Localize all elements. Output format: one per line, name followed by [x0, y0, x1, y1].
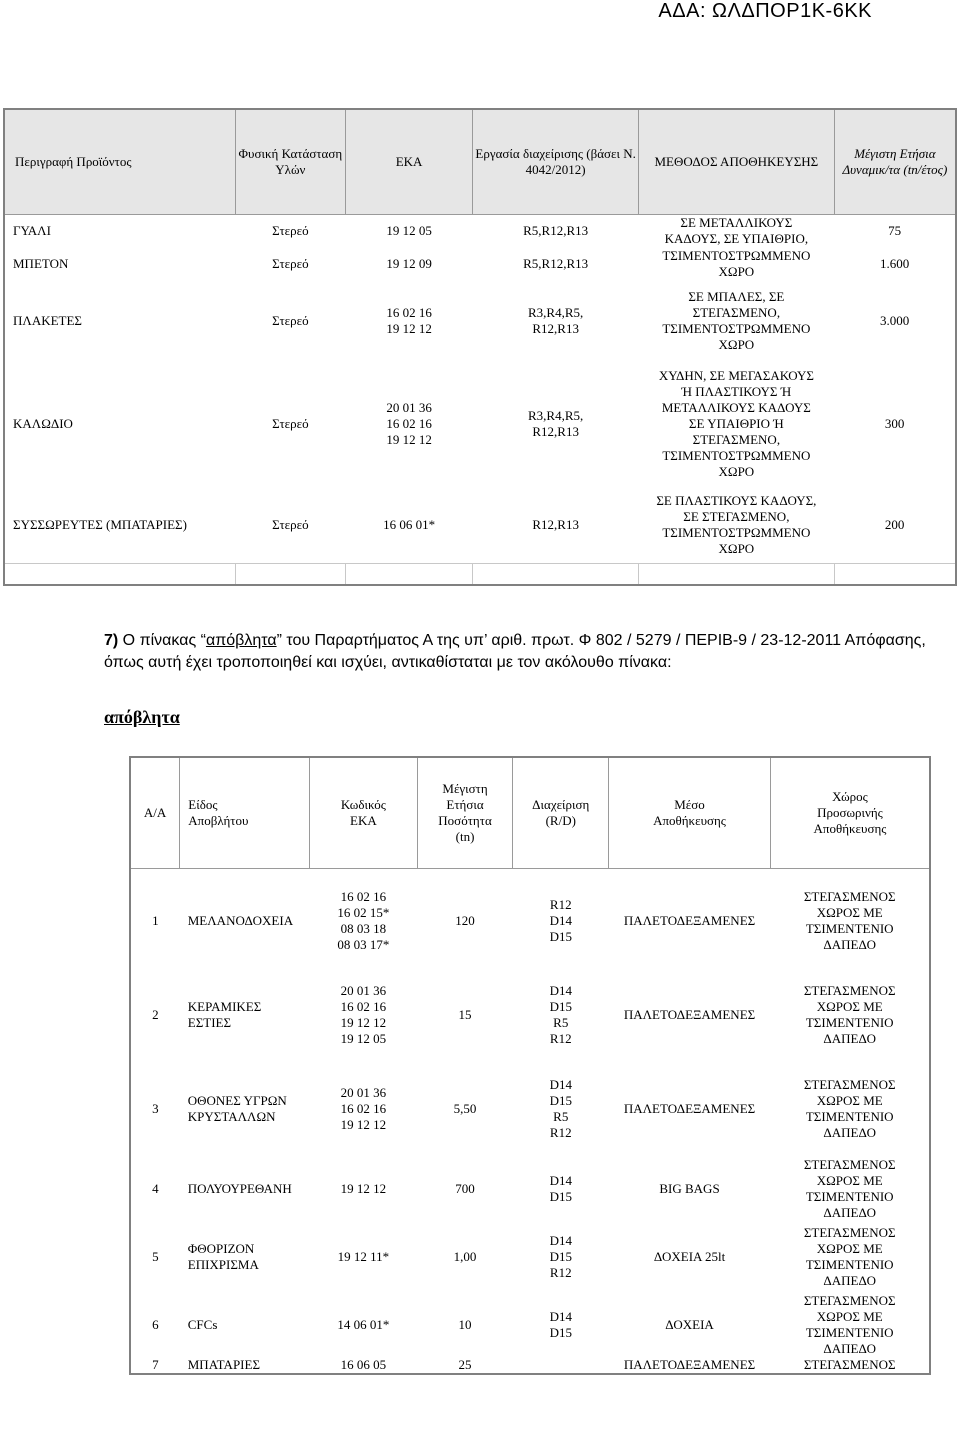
header-max-capacity: Μέγιστη Ετήσια Δυναμικ/τα (tn/έτος) [834, 109, 956, 215]
eka-code-line: 20 01 36 [340, 983, 387, 998]
waste-type-line: ΜΠΑΤΑΡΙΕΣ [187, 1357, 261, 1372]
management-code-line: D14 [549, 1309, 572, 1324]
header-storage-place [770, 757, 930, 869]
waste-type [180, 889, 310, 953]
waste-type-line: ΕΠΙΧΡΙΣΜΑ [187, 1257, 259, 1272]
management-code-line: D15 [549, 999, 572, 1014]
management-work [473, 361, 639, 487]
max-capacity: 3.000 [880, 313, 910, 328]
management-work: R5,R12,R13 [523, 256, 589, 271]
header-line: Αποθήκευσης [653, 813, 726, 828]
storage-place [770, 889, 930, 953]
management-code [513, 1157, 609, 1221]
storage-medium: BIG BAGS [659, 1181, 720, 1196]
management-code-line: R12 [549, 1031, 572, 1046]
header-eka-code [310, 757, 418, 869]
eka-code-line: 19 12 11* [337, 1249, 390, 1264]
storage-method-line: ΧΩΡΟ [718, 464, 755, 479]
management-code-line: R12 [549, 897, 572, 912]
physical-state: Στερεό [272, 416, 309, 431]
management-code-line: D14 [549, 1077, 572, 1092]
storage-place-line: ΣΤΕΓΑΣΜΕΝΟΣ [803, 1157, 896, 1172]
storage-place [770, 1157, 930, 1221]
waste-section-title: απόβλητα [104, 707, 180, 727]
eka-code: 19 12 09 [386, 256, 432, 271]
eka-code-line: 19 12 05 [340, 1031, 387, 1046]
management-work [473, 281, 639, 361]
waste-table-header [130, 757, 930, 869]
table-row [4, 281, 956, 361]
header-line: Ποσότητα [438, 813, 492, 828]
management-code-line: D15 [549, 929, 572, 944]
storage-method-line: ΣΕ ΜΠΑΛΕΣ, ΣΕ [688, 289, 785, 304]
header-line: (R/D) [545, 813, 576, 828]
eka-code-line: 19 12 12 [340, 1015, 387, 1030]
table-row [130, 1157, 930, 1221]
eka-code-line: 19 12 12 [386, 432, 432, 447]
eka-code-line: 08 03 17* [337, 937, 390, 952]
table-row [4, 487, 956, 564]
header-physical-state: Φυσική Κατάσταση Υλών [235, 109, 345, 215]
serial-no: 1 [152, 913, 159, 928]
header-line: Προσωρινής [817, 805, 883, 820]
management-code [513, 1293, 609, 1357]
storage-medium: ΔΟΧΕΙΑ 25lt [653, 1249, 726, 1264]
storage-method-line: ΤΣΙΜΕΝΤΟΣΤΡΩΜΜΕΝΟ [662, 248, 811, 263]
header-line: Αποβλήτου [188, 813, 249, 828]
physical-state: Στερεό [272, 256, 309, 271]
paragraph-link-text: απόβλητα [205, 632, 277, 649]
storage-place-line: ΧΩΡΟΣ ΜΕ [816, 1093, 883, 1108]
management-code-line: R5 [553, 1015, 569, 1030]
management-work: R5,R12,R13 [523, 223, 589, 238]
storage-method-line: ΣΕ ΠΛΑΣΤΙΚΟΥΣ ΚΑΔΟΥΣ, [656, 493, 817, 508]
serial-no: 7 [152, 1357, 159, 1372]
serial-no: 4 [152, 1181, 159, 1196]
products-table [3, 108, 957, 586]
storage-place-line: ΤΣΙΜΕΝΤΕΝΙΟ [805, 1015, 894, 1030]
spacer-row [130, 1141, 930, 1157]
serial-no: 2 [152, 1007, 159, 1022]
table-row [130, 1225, 930, 1289]
storage-place-line: ΔΑΠΕΔΟ [823, 1125, 876, 1140]
eka-code-line: 16 02 16 [340, 1101, 387, 1116]
serial-no: 6 [152, 1317, 159, 1332]
waste-type-line: ΟΘΟΝΕΣ ΥΓΡΩΝ [187, 1093, 287, 1108]
storage-place-line: ΣΤΕΓΑΣΜΕΝΟΣ [803, 1357, 896, 1372]
management-code-line: D14 [549, 1173, 572, 1188]
header-line: Διαχείριση [532, 797, 590, 812]
max-capacity: 75 [888, 223, 902, 238]
eka-code-line: 16 02 16 [340, 999, 387, 1014]
storage-method-line: ΧΩΡΟ [718, 337, 755, 352]
storage-place-line: ΣΤΕΓΑΣΜΕΝΟΣ [803, 1077, 896, 1092]
max-quantity: 15 [458, 1007, 472, 1022]
storage-place-line: ΧΩΡΟΣ ΜΕ [816, 905, 883, 920]
storage-place-line: ΤΣΙΜΕΝΤΕΝΙΟ [805, 1325, 894, 1340]
paragraph-text: ” του Παραρτήματος Α της υπ’ αριθ. πρωτ. Φ 802 / 5279 / ΠΕΡΙΒ-9 / 23-12-2011 Απόφασης, όπως αυτή έχει τροποποιηθεί και ισχύει, αντικαθίσταται με τον ακόλουθο πίνακα: [104, 632, 926, 671]
waste-type [180, 1077, 310, 1141]
storage-place-line: ΤΣΙΜΕΝΤΕΝΙΟ [805, 921, 894, 936]
storage-place-line: ΤΣΙΜΕΝΤΕΝΙΟ [805, 1257, 894, 1272]
management-code-line: D15 [549, 1093, 572, 1108]
storage-method-line: ΤΣΙΜΕΝΤΟΣΤΡΩΜΜΕΝΟ [662, 525, 811, 540]
header-line: Ετήσια [446, 797, 484, 812]
waste-type-line: ΠΟΛΥΟΥΡΕΘΑΝΗ [187, 1181, 292, 1196]
eka-code [310, 983, 418, 1047]
management-code-line: D14 [549, 1233, 572, 1248]
table-empty-row [4, 564, 956, 586]
storage-method-line: ΜΕΤΑΛΛΙΚΟΥΣ ΚΑΔΟΥΣ [661, 400, 811, 415]
eka-code-line: 08 03 18 [340, 921, 387, 936]
header-line: Αποθήκευσης [813, 821, 887, 836]
storage-place-line: ΔΑΠΕΔΟ [823, 1273, 876, 1288]
eka-code-line: 19 12 12 [340, 1117, 387, 1132]
storage-place-line: ΤΣΙΜΕΝΤΕΝΙΟ [805, 1189, 894, 1204]
eka-code-line: 20 01 36 [386, 400, 432, 415]
storage-place [770, 1225, 930, 1289]
management-code-line: R5 [553, 1109, 569, 1124]
storage-method-line: ΧΩΡΟ [718, 541, 755, 556]
storage-method [638, 361, 834, 487]
storage-medium: ΠΑΛΕΤΟΔΕΞΑΜΕΝΕΣ [623, 1357, 756, 1372]
max-capacity: 300 [884, 416, 905, 431]
eka-code-line: 14 06 01* [337, 1317, 390, 1332]
header-eka: ΕΚΑ [345, 109, 473, 215]
paragraph-number: 7) [104, 632, 119, 649]
eka-code [345, 281, 473, 361]
storage-method [638, 247, 834, 281]
serial-no: 5 [152, 1249, 159, 1264]
eka-code: 19 12 05 [386, 223, 432, 238]
table-row [4, 247, 956, 281]
spacer-row [130, 1047, 930, 1077]
storage-method-line: ΣΕ ΥΠΑΙΘΡΙΟ Ή [688, 416, 784, 431]
eka-code [310, 1225, 418, 1289]
waste-type-line: CFCs [187, 1317, 218, 1332]
storage-method-line: ΣΤΕΓΑΣΜΕΝΟ, [692, 305, 781, 320]
waste-type-line: ΜΕΛΑΝΟΔΟΧΕΙΑ [187, 913, 294, 928]
management-code-line: D15 [549, 1325, 572, 1340]
storage-place-line: ΔΑΠΕΔΟ [823, 1205, 876, 1220]
storage-place-line: ΧΩΡΟΣ ΜΕ [816, 999, 883, 1014]
storage-method-line: Ή ΠΛΑΣΤΙΚΟΥΣ Ή [681, 384, 792, 399]
storage-place-line: ΔΑΠΕΔΟ [823, 937, 876, 952]
table-row [130, 889, 930, 953]
table-row [130, 1357, 930, 1374]
storage-method-line: ΧΥΔΗΝ, ΣΕ ΜΕΓΑΣΑΚΟΥΣ [658, 368, 814, 383]
header-line: Μέγιστη [442, 781, 488, 796]
storage-place-line: ΤΣΙΜΕΝΤΕΝΙΟ [805, 1109, 894, 1124]
paragraph-text: Ο πίνακας “ [118, 632, 206, 649]
max-quantity: 25 [458, 1357, 472, 1372]
header-storage-medium [609, 757, 771, 869]
storage-medium: ΠΑΛΕΤΟΔΕΞΑΜΕΝΕΣ [623, 913, 756, 928]
product-name: ΓΥΑΛΙ [13, 223, 51, 238]
management-code-line: R12 [549, 1125, 572, 1140]
storage-method [638, 281, 834, 361]
header-management-work: Εργασία διαχείρισης (βάσει Ν. 4042/2012) [473, 109, 639, 215]
table-row [4, 215, 956, 248]
product-name: ΚΑΛΩΔΙΟ [13, 416, 73, 431]
header-line: Χώρος [832, 789, 868, 804]
eka-code [310, 1293, 418, 1357]
eka-code-line: 16 06 05 [340, 1357, 387, 1372]
storage-medium: ΠΑΛΕΤΟΔΕΞΑΜΕΝΕΣ [623, 1101, 756, 1116]
management-code [513, 1077, 609, 1141]
management-code [513, 1225, 609, 1289]
max-quantity: 700 [455, 1181, 475, 1196]
eka-code-line: 19 12 12 [386, 321, 432, 336]
waste-table [129, 756, 931, 1375]
storage-place-line: ΔΑΠΕΔΟ [823, 1341, 876, 1356]
table-row [130, 983, 930, 1047]
eka-code [310, 1357, 418, 1374]
storage-place-line: ΧΩΡΟΣ ΜΕ [816, 1309, 883, 1324]
max-quantity: 5,50 [453, 1101, 477, 1116]
management-work: R12,R13 [532, 517, 579, 532]
serial-no: 3 [152, 1101, 159, 1116]
management-work-line: R12,R13 [532, 424, 579, 439]
storage-place [770, 983, 930, 1047]
management-work-line: R3,R4,R5, [528, 408, 584, 423]
table-row [4, 361, 956, 487]
product-name: ΣΥΣΣΩΡΕΥΤΕΣ (ΜΠΑΤΑΡΙΕΣ) [13, 517, 187, 532]
physical-state: Στερεό [272, 517, 309, 532]
storage-method-line: ΣΤΕΓΑΣΜΕΝΟ, [692, 432, 781, 447]
product-name: ΠΛΑΚΕΤΕΣ [13, 313, 82, 328]
eka-code-line: 16 02 16 [386, 305, 432, 320]
storage-method-line: ΤΣΙΜΕΝΤΟΣΤΡΩΜΜΕΝΟ [662, 321, 811, 336]
eka-code: 16 06 01* [383, 517, 436, 532]
storage-place [770, 1293, 930, 1357]
physical-state: Στερεό [272, 223, 309, 238]
header-management [513, 757, 609, 869]
header-storage-method: ΜΕΘΟΔΟΣ ΑΠΟΘΗΚΕΥΣΗΣ [638, 109, 834, 215]
storage-place-line: ΧΩΡΟΣ ΜΕ [816, 1173, 883, 1188]
storage-method-line: ΣΕ ΣΤΕΓΑΣΜΕΝΟ, [683, 509, 790, 524]
table-row [130, 1077, 930, 1141]
table-row [130, 1293, 930, 1357]
waste-type-line: ΕΣΤΙΕΣ [187, 1015, 232, 1030]
management-code [513, 889, 609, 953]
waste-type [180, 983, 310, 1047]
storage-place-line: ΧΩΡΟΣ ΜΕ [816, 1241, 883, 1256]
management-code-line: D14 [549, 983, 572, 998]
max-quantity: 10 [458, 1317, 472, 1332]
storage-place-line: ΣΤΕΓΑΣΜΕΝΟΣ [803, 889, 896, 904]
eka-code-line: 16 02 16 [340, 889, 387, 904]
storage-place [770, 1077, 930, 1141]
eka-code [345, 361, 473, 487]
amendment-paragraph [104, 630, 958, 674]
max-capacity: 1.600 [880, 256, 910, 271]
storage-place-line: ΣΤΕΓΑΣΜΕΝΟΣ [803, 983, 896, 998]
storage-method-line: ΧΩΡΟ [718, 264, 755, 279]
max-quantity: 1,00 [453, 1249, 477, 1264]
eka-code [310, 1077, 418, 1141]
header-line: Μέσο [674, 797, 705, 812]
storage-method-line: ΤΣΙΜΕΝΤΟΣΤΡΩΜΜΕΝΟ [662, 448, 811, 463]
eka-code-line: 20 01 36 [340, 1085, 387, 1100]
management-code [513, 1357, 609, 1374]
header-line: Α/Α [143, 805, 167, 820]
eka-code-line: 16 02 15* [337, 905, 390, 920]
waste-type [180, 1357, 310, 1374]
eka-code-line: 16 02 16 [386, 416, 432, 431]
header-line: (tn) [455, 829, 475, 844]
ada-header: ΑΔΑ: ΩΛΔΠΟΡ1Κ-6ΚΚ [658, 0, 872, 22]
storage-method-line: ΚΑΔΟΥΣ, ΣΕ ΥΠΑΙΘΡΙΟ, [664, 231, 809, 246]
header-serial-no [130, 757, 180, 869]
eka-code [310, 1157, 418, 1221]
waste-type-line: ΚΕΡΑΜΙΚΕΣ [187, 999, 262, 1014]
max-quantity: 120 [455, 913, 475, 928]
header-line: Είδος [188, 797, 218, 812]
physical-state: Στερεό [272, 313, 309, 328]
management-code-line: D15 [549, 1249, 572, 1264]
management-work-line: R12,R13 [532, 321, 579, 336]
storage-place-line: ΣΤΕΓΑΣΜΕΝΟΣ [803, 1225, 896, 1240]
max-capacity: 200 [884, 517, 905, 532]
storage-place-line: ΣΤΕΓΑΣΜΕΝΟΣ [803, 1293, 896, 1308]
spacer-row [130, 869, 930, 890]
waste-type [180, 1293, 310, 1357]
header-max-quantity [417, 757, 513, 869]
product-name: ΜΠΕΤΟΝ [13, 256, 69, 271]
storage-medium: ΠΑΛΕΤΟΔΕΞΑΜΕΝΕΣ [623, 1007, 756, 1022]
waste-type-line: ΦΘΟΡΙΖΟΝ [187, 1241, 255, 1256]
waste-type [180, 1157, 310, 1221]
eka-code [310, 889, 418, 953]
management-code-line: D14 [549, 913, 572, 928]
storage-medium: ΔΟΧΕΙΑ [665, 1317, 714, 1332]
storage-place [770, 1357, 930, 1374]
storage-method [638, 487, 834, 564]
waste-type [180, 1225, 310, 1289]
management-code [513, 983, 609, 1047]
header-line: ΕΚΑ [350, 813, 377, 828]
waste-type-line: ΚΡΥΣΤΑΛΛΩΝ [187, 1109, 276, 1124]
header-waste-type [180, 757, 310, 869]
header-line: Κωδικός [340, 797, 386, 812]
storage-method-line: ΣΕ ΜΕΤΑΛΛΙΚΟΥΣ [680, 215, 793, 230]
header-product-description: Περιγραφή Προϊόντος [4, 109, 235, 215]
management-code-line: R12 [549, 1265, 572, 1280]
eka-code-line: 19 12 12 [340, 1181, 387, 1196]
products-table-header [4, 109, 956, 215]
management-code-line: D15 [549, 1189, 572, 1204]
spacer-row [130, 953, 930, 983]
storage-place-line: ΔΑΠΕΔΟ [823, 1031, 876, 1046]
storage-method [638, 215, 834, 248]
management-work-line: R3,R4,R5, [528, 305, 584, 320]
